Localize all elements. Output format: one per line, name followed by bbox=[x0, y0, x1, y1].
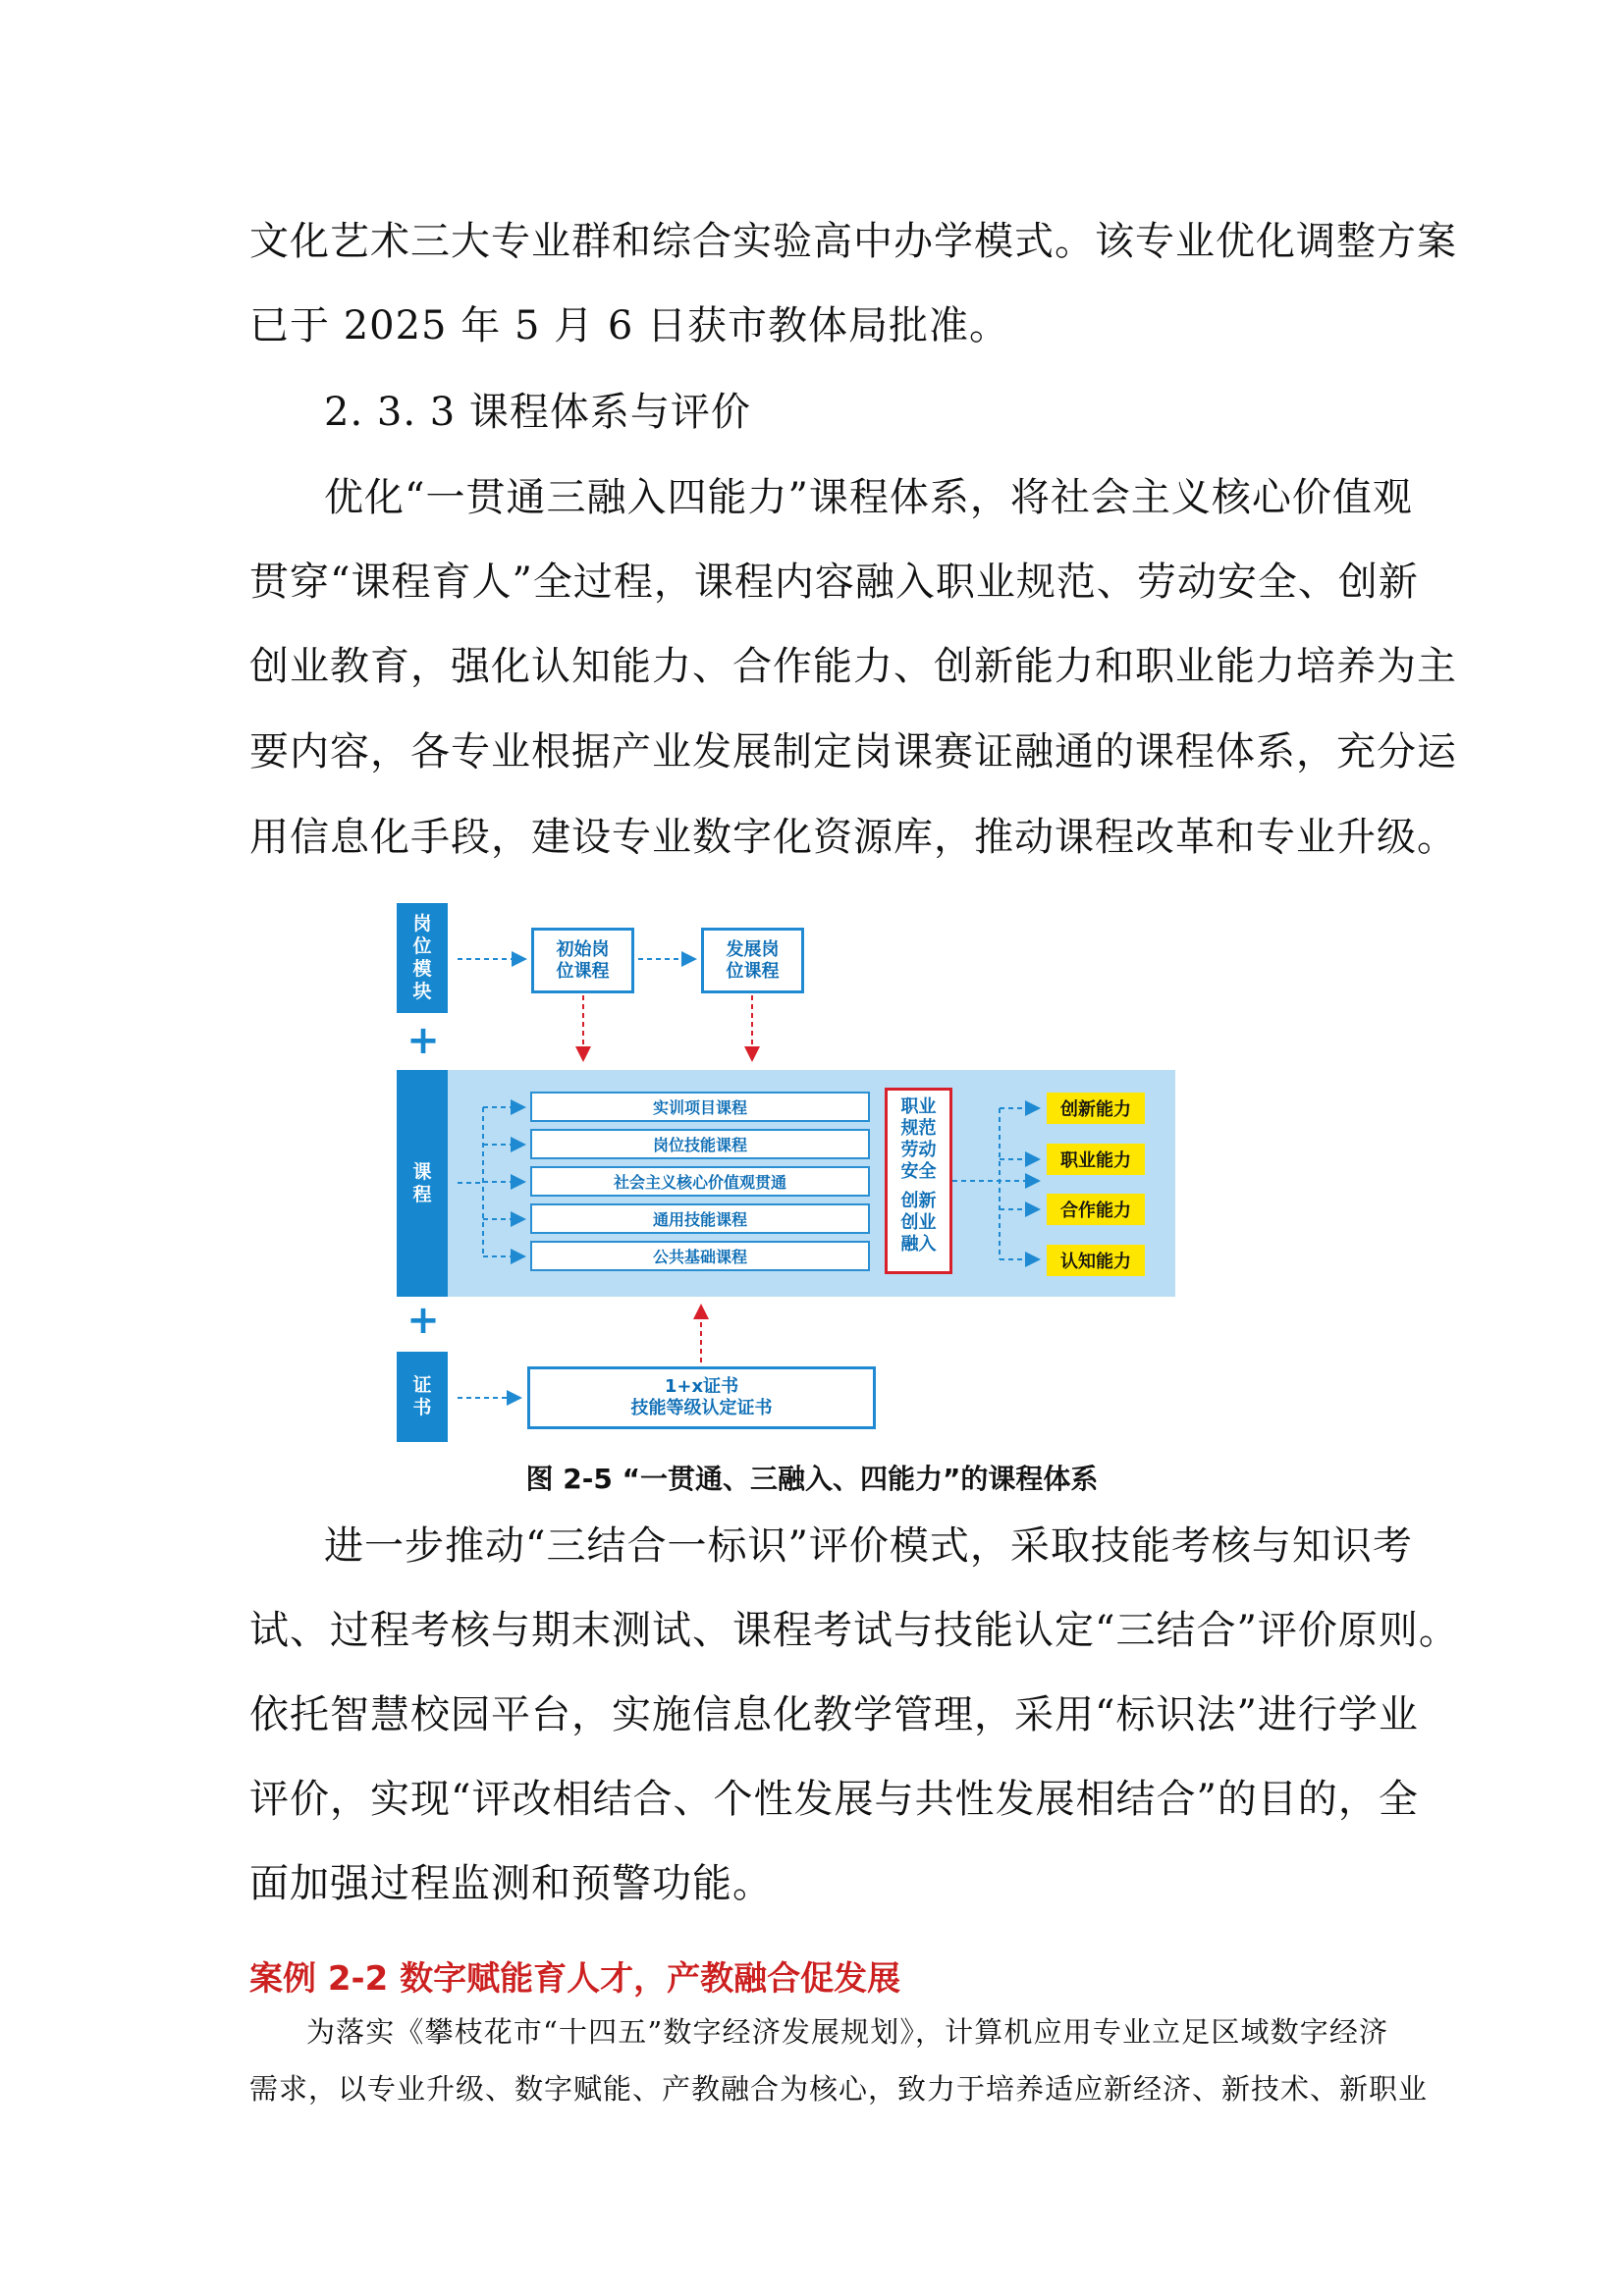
side-label-certificate: 证书 bbox=[397, 1352, 448, 1442]
paragraph-line: 贯穿“课程育人”全过程，课程内容融入职业规范、劳动安全、创新 bbox=[249, 560, 1419, 605]
fusion-text: 职业 bbox=[900, 1096, 937, 1117]
course-item: 公共基础课程 bbox=[530, 1241, 870, 1271]
paragraph-line: 评价，实现“评改相结合、个性发展与共性发展相结合”的目的，全 bbox=[249, 1777, 1419, 1822]
initial-post-course-box: 初始岗位课程 bbox=[531, 928, 634, 993]
paragraph-line: 优化“一贯通三融入四能力”课程体系，将社会主义核心价值观 bbox=[324, 475, 1413, 520]
paragraph-line: 文化艺术三大专业群和综合实验高中办学模式。该专业优化调整方案 bbox=[249, 219, 1457, 264]
figure-caption: 图 2-5 “一贯通、三融入、四能力”的课程体系 bbox=[525, 1463, 1099, 1495]
paragraph-line: 面加强过程监测和预警功能。 bbox=[249, 1861, 773, 1906]
fusion-text: 劳动 bbox=[900, 1140, 937, 1160]
paragraph-line: 要内容，各专业根据产业发展制定岗课赛证融通的课程体系，充分运 bbox=[249, 729, 1457, 774]
paragraph-line: 进一步推动“三结合一标识”评价模式，采取技能考核与知识考 bbox=[324, 1523, 1413, 1569]
side-label-post-module: 岗位模块 bbox=[397, 903, 448, 1013]
course-item: 社会主义核心价值观贯通 bbox=[530, 1166, 870, 1197]
fusion-text: 创新 bbox=[900, 1191, 937, 1211]
development-post-course-box: 发展岗位课程 bbox=[701, 928, 804, 993]
certificate-line: 1+x证书 bbox=[664, 1376, 739, 1397]
plus-sign: + bbox=[406, 1018, 440, 1063]
paragraph-line: 已于 2025 年 5 月 6 日获市教体局批准。 bbox=[249, 303, 1009, 348]
paragraph-line: 用信息化手段，建设专业数字化资源库，推动课程改革和专业升级。 bbox=[249, 815, 1457, 860]
paragraph-line: 创业教育，强化认知能力、合作能力、创新能力和职业能力培养为主 bbox=[249, 644, 1457, 689]
ability-label: 创新能力 bbox=[1047, 1093, 1145, 1124]
ability-label: 职业能力 bbox=[1047, 1144, 1145, 1175]
course-item: 岗位技能课程 bbox=[530, 1129, 870, 1159]
course-item: 实训项目课程 bbox=[530, 1092, 870, 1122]
plus-sign: + bbox=[406, 1298, 440, 1343]
ability-label: 认知能力 bbox=[1047, 1245, 1145, 1276]
fusion-text: 创业 bbox=[900, 1212, 937, 1233]
case-title: 案例 2-2 数字赋能育人才，产教融合促发展 bbox=[249, 1959, 901, 1999]
certificate-line: 技能等级认定证书 bbox=[630, 1398, 773, 1418]
paragraph-line: 试、过程考核与期末测试、课程考试与技能认定“三结合”评价原则。 bbox=[249, 1608, 1459, 1653]
fusion-text: 融入 bbox=[900, 1234, 937, 1255]
course-item: 通用技能课程 bbox=[530, 1203, 870, 1234]
section-heading: 2. 3. 3 课程体系与评价 bbox=[324, 390, 751, 435]
fusion-text: 规范 bbox=[900, 1118, 937, 1139]
case-line: 需求，以专业升级、数字赋能、产教融合为核心，致力于培养适应新经济、新技术、新职业 bbox=[249, 2072, 1429, 2106]
ability-label: 合作能力 bbox=[1047, 1194, 1145, 1225]
fusion-text: 安全 bbox=[900, 1161, 937, 1182]
side-label-course: 课程 bbox=[397, 1070, 448, 1297]
case-line: 为落实《攀枝花市“十四五”数字经济发展规划》，计算机应用专业立足区域数字经济 bbox=[306, 2015, 1388, 2049]
paragraph-line: 依托智慧校园平台，实施信息化教学管理，采用“标识法”进行学业 bbox=[249, 1692, 1419, 1737]
